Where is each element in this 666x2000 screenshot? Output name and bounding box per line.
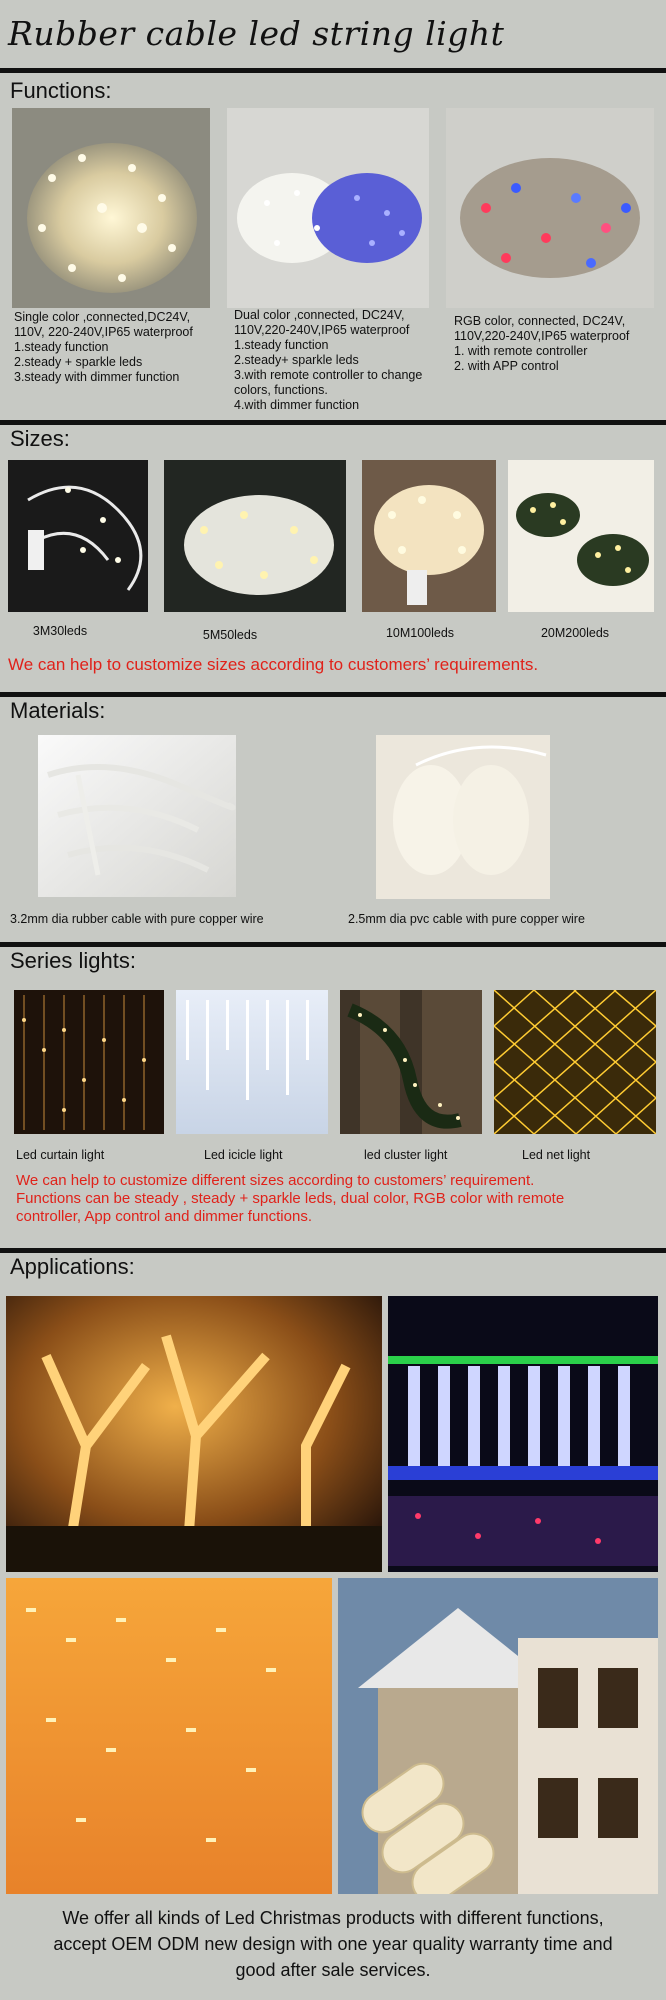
page-title: Rubber cable led string light (8, 14, 505, 53)
applications-heading: Applications: (10, 1254, 135, 1279)
functions-heading: Functions: (10, 78, 112, 103)
size-caption-2: 5M50leds (202, 628, 258, 642)
dual-color-photo (227, 108, 429, 308)
size-5m-photo (164, 460, 346, 612)
series-caption-1: Led curtain light (16, 1148, 105, 1162)
section-divider (0, 942, 666, 947)
material-caption-1: 3.2mm dia rubber cable with pure copper wire (10, 912, 264, 926)
size-3m-photo (8, 460, 148, 612)
icicle-light-photo (176, 990, 328, 1134)
size-caption-1: 3M30leds (32, 624, 88, 638)
rubber-cable-photo (38, 735, 236, 897)
icicle-application-photo (6, 1578, 332, 1894)
section-divider (0, 420, 666, 425)
section-divider (0, 692, 666, 697)
function-desc-3: RGB color, connected, DC24V, 110V,220-240V,IP65 waterproof 1. with remote controller 2. with APP control (454, 314, 630, 373)
series-caption-4: Led net light (522, 1148, 591, 1162)
balcony-application-photo (388, 1296, 658, 1572)
rgb-color-photo (446, 108, 654, 308)
pvc-cable-photo (376, 735, 550, 899)
series-heading: Series lights: (10, 948, 136, 973)
cluster-light-photo (340, 990, 482, 1134)
single-color-photo (12, 108, 210, 308)
series-caption-3: led cluster light (364, 1148, 448, 1162)
size-20m-photo (508, 460, 654, 612)
size-caption-3: 10M100leds (385, 626, 455, 640)
curtain-light-photo (14, 990, 164, 1134)
material-caption-2: 2.5mm dia pvc cable with pure copper wire (348, 912, 585, 926)
size-caption-4: 20M200leds (540, 626, 610, 640)
net-light-photo (494, 990, 656, 1134)
function-desc-2: Dual color ,connected, DC24V, 110V,220-240V,IP65 waterproof 1.steady function 2.steady+ sparkle leds 3.with remote controller to change colors, functions. 4.with dimmer function (234, 308, 423, 412)
trees-application-photo (6, 1296, 382, 1572)
series-caption-2: Led icicle light (204, 1148, 283, 1162)
footer-text: We offer all kinds of Led Christmas products with different functions, accept OEM ODM new design with one year quality warranty time and good after sale services. (53, 1908, 613, 1980)
sizes-note: We can help to customize sizes according to customers’ requirements. (8, 655, 539, 674)
house-application-photo (338, 1578, 658, 1894)
function-desc-1: Single color ,connected,DC24V, 110V, 220-240V,IP65 waterproof 1.steady function 2.steady + sparkle leds 3.steady with dimmer function (14, 310, 193, 384)
sizes-heading: Sizes: (10, 426, 70, 451)
section-divider (0, 1248, 666, 1253)
section-divider (0, 68, 666, 73)
materials-heading: Materials: (10, 698, 106, 723)
size-10m-photo (362, 460, 496, 612)
series-note: We can help to customize different sizes according to customers’ requirement. Functions can be steady , steady + sparkle leds, dual color, RGB color with remote controller, App control and dimmer functions. (16, 1172, 565, 1225)
